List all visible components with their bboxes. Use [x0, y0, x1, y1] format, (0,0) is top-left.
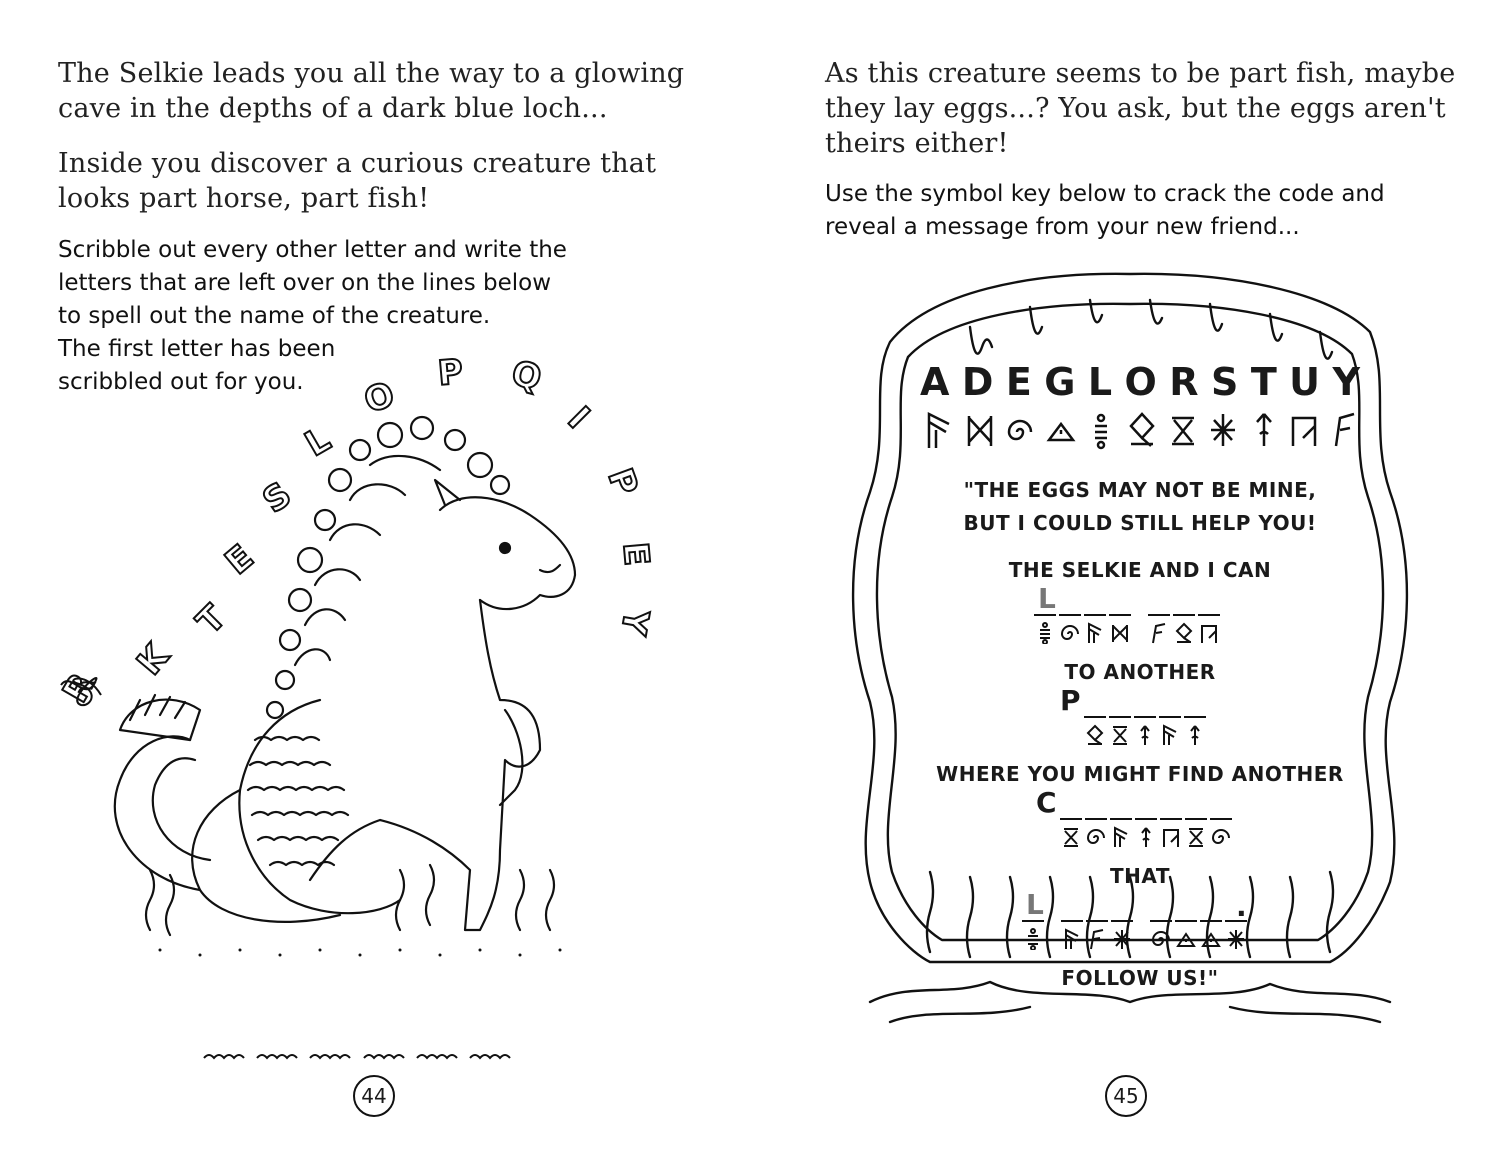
key-letter: R — [1169, 360, 1199, 404]
page-number-44: 44 — [353, 1075, 395, 1117]
symbol-l-icon — [1086, 410, 1116, 450]
arc-letter[interactable]: T — [189, 597, 234, 643]
arc-letter[interactable]: I — [559, 399, 597, 437]
symbol-r-icon — [1168, 410, 1198, 450]
discover-line-1: Inside you discover a curious creature that — [58, 148, 657, 179]
sentence-period: . — [1236, 890, 1247, 923]
message-line-7: FOLLOW US!" — [1061, 966, 1219, 990]
intro-paragraph — [58, 56, 684, 126]
symbol-e-icon — [1005, 410, 1035, 450]
code-instruction-line-2: reveal a message from your new friend... — [825, 214, 1300, 240]
ground-dots — [159, 949, 562, 957]
message-line-5: WHERE YOU MIGHT FIND ANOTHER — [936, 762, 1344, 786]
given-letter-p: P — [1060, 684, 1081, 717]
answer-row-2[interactable] — [1084, 716, 1209, 748]
discover-paragraph — [58, 146, 656, 216]
symbol-y-icon — [1330, 410, 1360, 450]
symbol-t-icon — [1249, 410, 1279, 450]
key-letter: S — [1211, 360, 1239, 404]
key-letter: U — [1289, 360, 1321, 404]
page-number-45: 45 — [1105, 1075, 1147, 1117]
instruction-line-5: scribbled out for you. — [58, 369, 304, 395]
message-line-3: THE SELKIE AND I CAN — [1008, 558, 1272, 582]
message-line-6: THAT — [1110, 864, 1170, 888]
symbol-key-letters — [920, 360, 1360, 404]
intro-line-2: cave in the depths of a dark blue loch... — [58, 93, 608, 124]
given-letter-c: C — [1036, 786, 1057, 819]
kelpie-illustration — [60, 410, 620, 970]
symbol-o-icon — [1127, 410, 1157, 450]
symbol-d-icon — [965, 410, 995, 450]
message-line-4: TO ANOTHER — [1064, 660, 1216, 684]
mane-curls — [267, 417, 509, 718]
right-page — [750, 0, 1500, 1151]
symbol-key-glyphs — [924, 410, 1360, 450]
given-letter-l1: L — [1038, 582, 1056, 615]
arc-letter[interactable]: L — [298, 419, 338, 465]
instruction-line-3: to spell out the name of the creature. — [58, 303, 491, 329]
symbol-a-icon — [924, 410, 954, 450]
arc-letter[interactable]: Q — [507, 352, 546, 400]
arc-letter[interactable]: S — [255, 474, 299, 522]
instruction-line-2: letters that are left over on the lines below — [58, 270, 552, 296]
message-line-1: "THE EGGS MAY NOT BE MINE, — [963, 478, 1317, 502]
answer-row-1[interactable] — [1034, 614, 1223, 646]
key-letter: A — [920, 360, 950, 404]
answer-row-4[interactable] — [1022, 920, 1250, 952]
arc-letter-scribbled[interactable]: R — [55, 666, 103, 710]
arc-letter[interactable]: E — [614, 540, 657, 568]
instruction-paragraph — [58, 234, 567, 399]
answer-row-3[interactable] — [1060, 818, 1235, 850]
symbol-u-icon — [1289, 410, 1319, 450]
eggs-line-3: theirs either! — [825, 128, 1009, 159]
eggs-line-1: As this creature seems to be part fish, maybe — [825, 58, 1456, 89]
instruction-line-4: The first letter has been — [58, 336, 336, 362]
eggs-line-2: they lay eggs...? You ask, but the eggs aren't — [825, 93, 1446, 124]
arc-letter[interactable]: P — [436, 351, 465, 395]
arc-letter[interactable]: K — [129, 637, 177, 683]
eggs-paragraph — [825, 56, 1455, 161]
symbol-g-icon — [1046, 410, 1076, 450]
key-letter: O — [1124, 360, 1157, 404]
key-letter: L — [1087, 360, 1113, 404]
instruction-line-1: Scribble out every other letter and write the — [58, 237, 567, 263]
key-letter: T — [1250, 360, 1277, 404]
message-line-2: BUT I COULD STILL HELP YOU! — [963, 511, 1317, 535]
arc-letter[interactable]: O — [359, 374, 400, 422]
arc-letter[interactable]: P — [599, 463, 646, 501]
intro-line-1: The Selkie leads you all the way to a glowing — [58, 58, 685, 89]
code-instruction — [825, 178, 1385, 244]
code-instruction-line-1: Use the symbol key below to crack the code and — [825, 181, 1385, 207]
key-letter: Y — [1332, 360, 1360, 404]
arc-letter[interactable]: Y — [612, 606, 657, 638]
key-letter: D — [961, 360, 994, 404]
arc-letter[interactable]: E — [217, 537, 262, 583]
given-letter-l2: L — [1026, 888, 1044, 921]
symbol-s-icon — [1208, 410, 1238, 450]
key-letter: E — [1005, 360, 1032, 404]
key-letter: G — [1044, 360, 1076, 404]
discover-line-2: looks part horse, part fish! — [58, 183, 430, 214]
answer-blanks[interactable] — [202, 1050, 512, 1066]
